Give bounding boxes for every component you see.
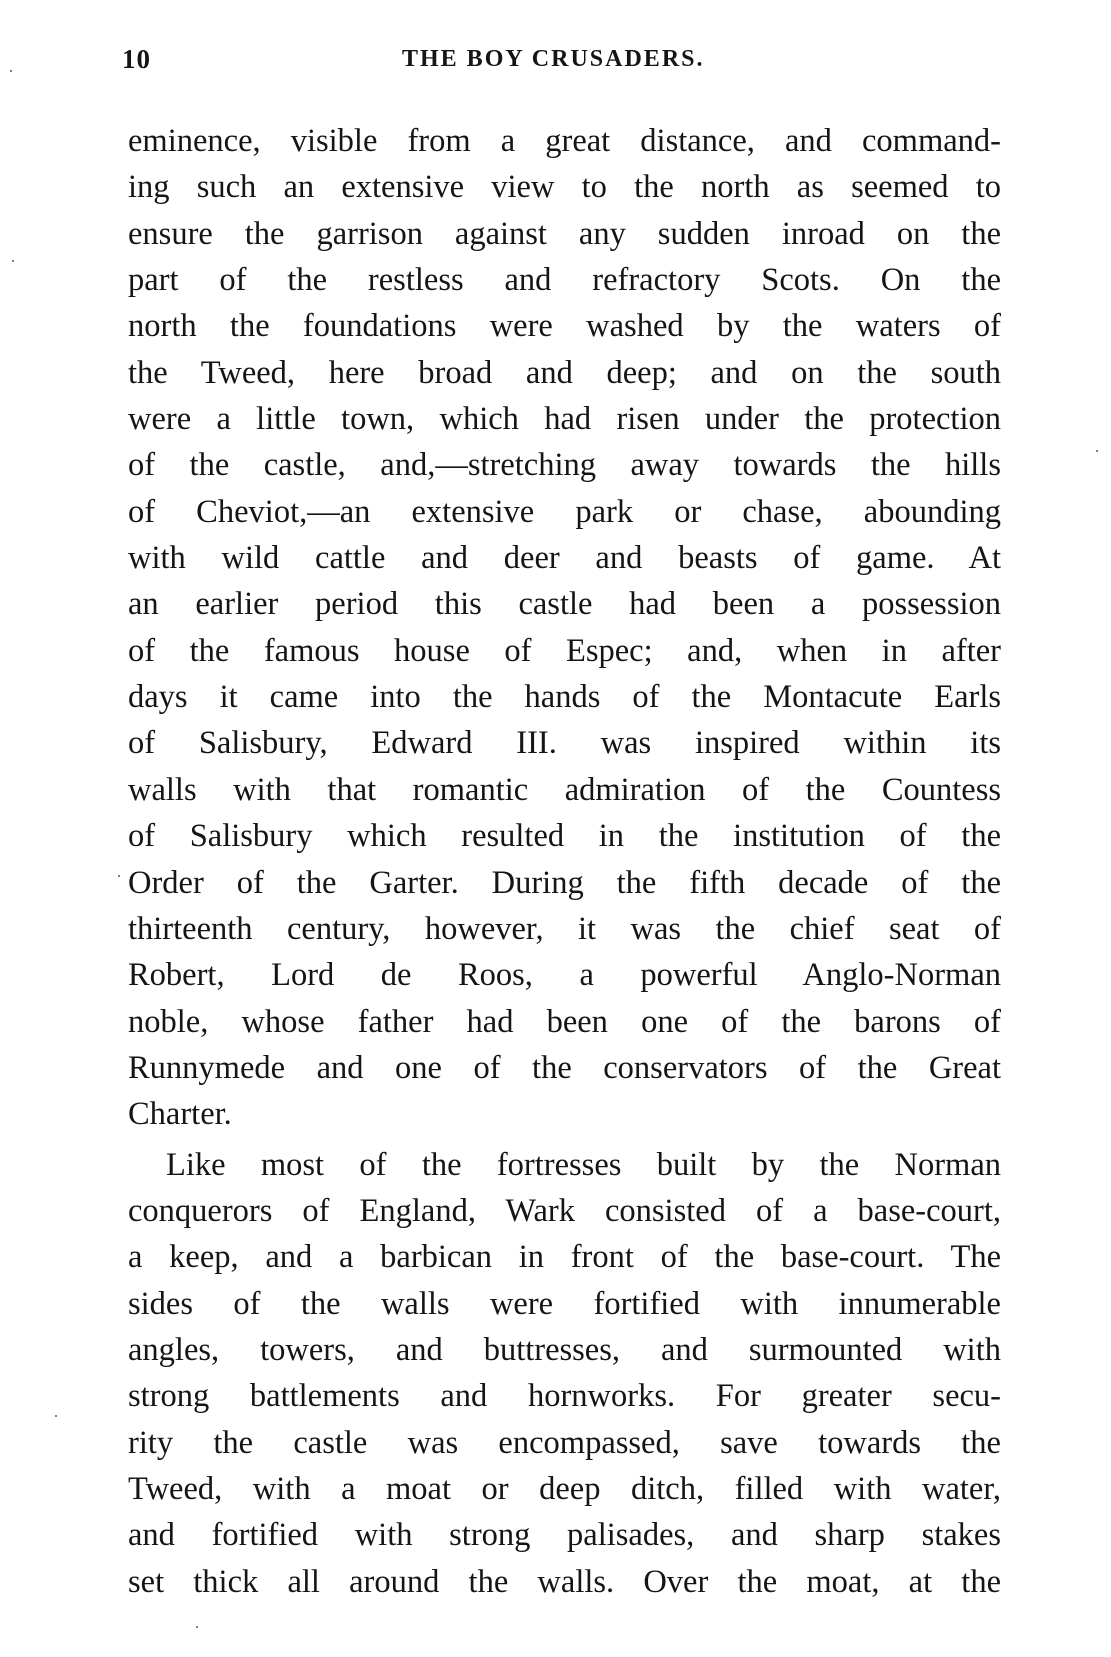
text-line: rity the castle was encompassed, save towards the <box>128 1424 1001 1461</box>
text-line: walls with that romantic admiration of the Countess <box>128 771 1001 808</box>
scan-speck <box>55 1415 57 1417</box>
paragraph-2 <box>128 1142 1001 1605</box>
text-line: were a little town, which had risen under the protection <box>128 401 1001 438</box>
text-line: eminence, visible from a great distance, and command- <box>128 123 1001 159</box>
text-line: of Cheviot,—an extensive park or chase, abounding <box>128 493 1001 530</box>
text-line: thirteenth century, however, it was the chief seat of <box>128 910 1001 947</box>
text-line: an earlier period this castle had been a possession <box>128 586 1001 623</box>
page-header <box>122 44 1002 84</box>
text-line: of the castle, and,—stretching away towards the hills <box>128 447 1001 484</box>
text-line: strong battlements and hornworks. For greater secu- <box>128 1378 1001 1415</box>
text-line: Order of the Garter. During the fifth decade of the <box>128 864 1001 901</box>
text-line: north the foundations were washed by the waters of <box>128 308 1001 345</box>
page-number: 10 <box>122 44 151 74</box>
text-line: set thick all around the walls. Over the moat, at the <box>128 1563 1001 1600</box>
text-line: angles, towers, and buttresses, and surmounted with <box>128 1331 1001 1368</box>
text-line: of Salisbury which resulted in the institution of the <box>128 818 1001 855</box>
scan-speck <box>118 875 120 877</box>
text-line: noble, whose father had been one of the barons of <box>128 1003 1001 1040</box>
text-line: Runnymede and one of the conservators of the Great <box>128 1049 1001 1086</box>
text-line: of Salisbury, Edward III. was inspired within its <box>128 725 1001 762</box>
scan-speck <box>1096 450 1098 452</box>
text-line: Like most of the fortresses built by the Norman <box>166 1146 1001 1183</box>
text-line: of the famous house of Espec; and, when in after <box>128 632 1001 669</box>
text-line: Tweed, with a moat or deep ditch, filled with water, <box>128 1470 1001 1507</box>
text-line: ensure the garrison against any sudden inroad on the <box>128 215 1001 252</box>
text-line: days it came into the hands of the Montacute Earls <box>128 679 1001 716</box>
text-line: Charter. <box>128 1096 232 1133</box>
text-line: part of the restless and refractory Scots. On the <box>128 262 1001 299</box>
text-line: a keep, and a barbican in front of the base-court. The <box>128 1239 1001 1276</box>
paragraph-1 <box>128 118 1001 1138</box>
text-line: and fortified with strong palisades, and sharp stakes <box>128 1517 1001 1554</box>
scan-speck <box>12 260 14 262</box>
text-line: sides of the walls were fortified with innumerable <box>128 1285 1001 1322</box>
body-text <box>128 118 1001 1605</box>
running-title: THE BOY CRUSADERS. <box>402 46 705 72</box>
text-line: the Tweed, here broad and deep; and on the south <box>128 354 1001 391</box>
scan-speck <box>196 1626 198 1628</box>
text-line: Robert, Lord de Roos, a powerful Anglo-Norman <box>128 957 1001 994</box>
scan-speck <box>10 70 12 72</box>
text-line: ing such an extensive view to the north as seemed to <box>128 169 1001 206</box>
text-line: with wild cattle and deer and beasts of game. At <box>128 540 1001 577</box>
text-line: conquerors of England, Wark consisted of a base-court, <box>128 1192 1001 1229</box>
